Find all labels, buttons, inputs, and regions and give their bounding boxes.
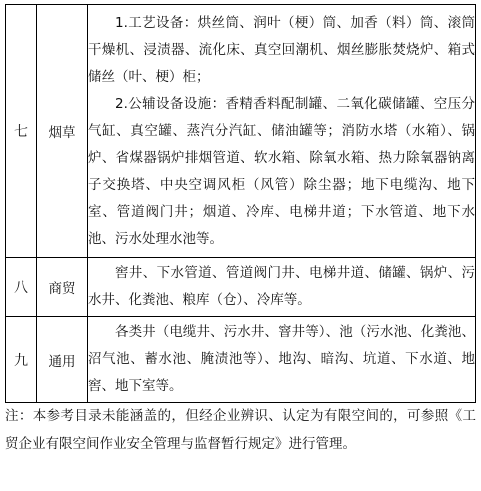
row-number: 八: [6, 258, 37, 317]
description-paragraph: 各类井（电缆井、污水井、窨井等）、池（污水池、化粪池、沼气池、蓄水池、腌渍池等）、地沟、暗沟、坑道、下水道、地窖、地下室等。: [88, 324, 475, 394]
table-row-tobacco: [6, 5, 476, 258]
description-cell: [88, 5, 476, 258]
description-cell: [88, 317, 476, 403]
description-paragraph: 1.工艺设备：烘丝筒、润叶（梗）筒、加香（料）筒、滚筒干燥机、浸渍器、流化床、真空回潮机、烟丝膨胀焚烧炉、箱式储丝（叶、梗）柜；: [88, 14, 475, 85]
confined-space-catalog-table: [5, 4, 476, 403]
industry-label: 烟草: [37, 5, 88, 258]
row-number: 九: [6, 317, 37, 403]
footnote: 注：本参考目录未能涵盖的，但经企业辨识、认定为有限空间的，可参照《工贸企业有限空间作业安全管理与监督暂行规定》进行管理。: [5, 408, 476, 452]
industry-label: 通用: [37, 317, 88, 403]
description-paragraph: 2.公辅设备设施：香精香料配制罐、二氧化碳储罐、空压分气缸、真空罐、蒸汽分汽缸、储油罐等；消防水塔（水箱）、锅炉、省煤器锅炉排烟管道、软水箱、除氧水箱、热力除氧器钠离子交换塔、中央空调风柜（风管）除尘器；地下电缆沟、地下室、管道阀门井；烟道、冷库、电梯井道；下水管道、地下水池、污水处理水池等。: [88, 95, 475, 247]
industry-label: 商贸: [37, 258, 88, 317]
table-row-general: [6, 317, 476, 403]
description-cell: [88, 258, 476, 317]
row-number: 七: [6, 5, 37, 258]
description-paragraph: 窖井、下水管道、管道阀门井、电梯井道、储罐、锅炉、污水井、化粪池、粮库（仓）、冷库等。: [88, 265, 475, 308]
table-row-commerce: [6, 258, 476, 317]
